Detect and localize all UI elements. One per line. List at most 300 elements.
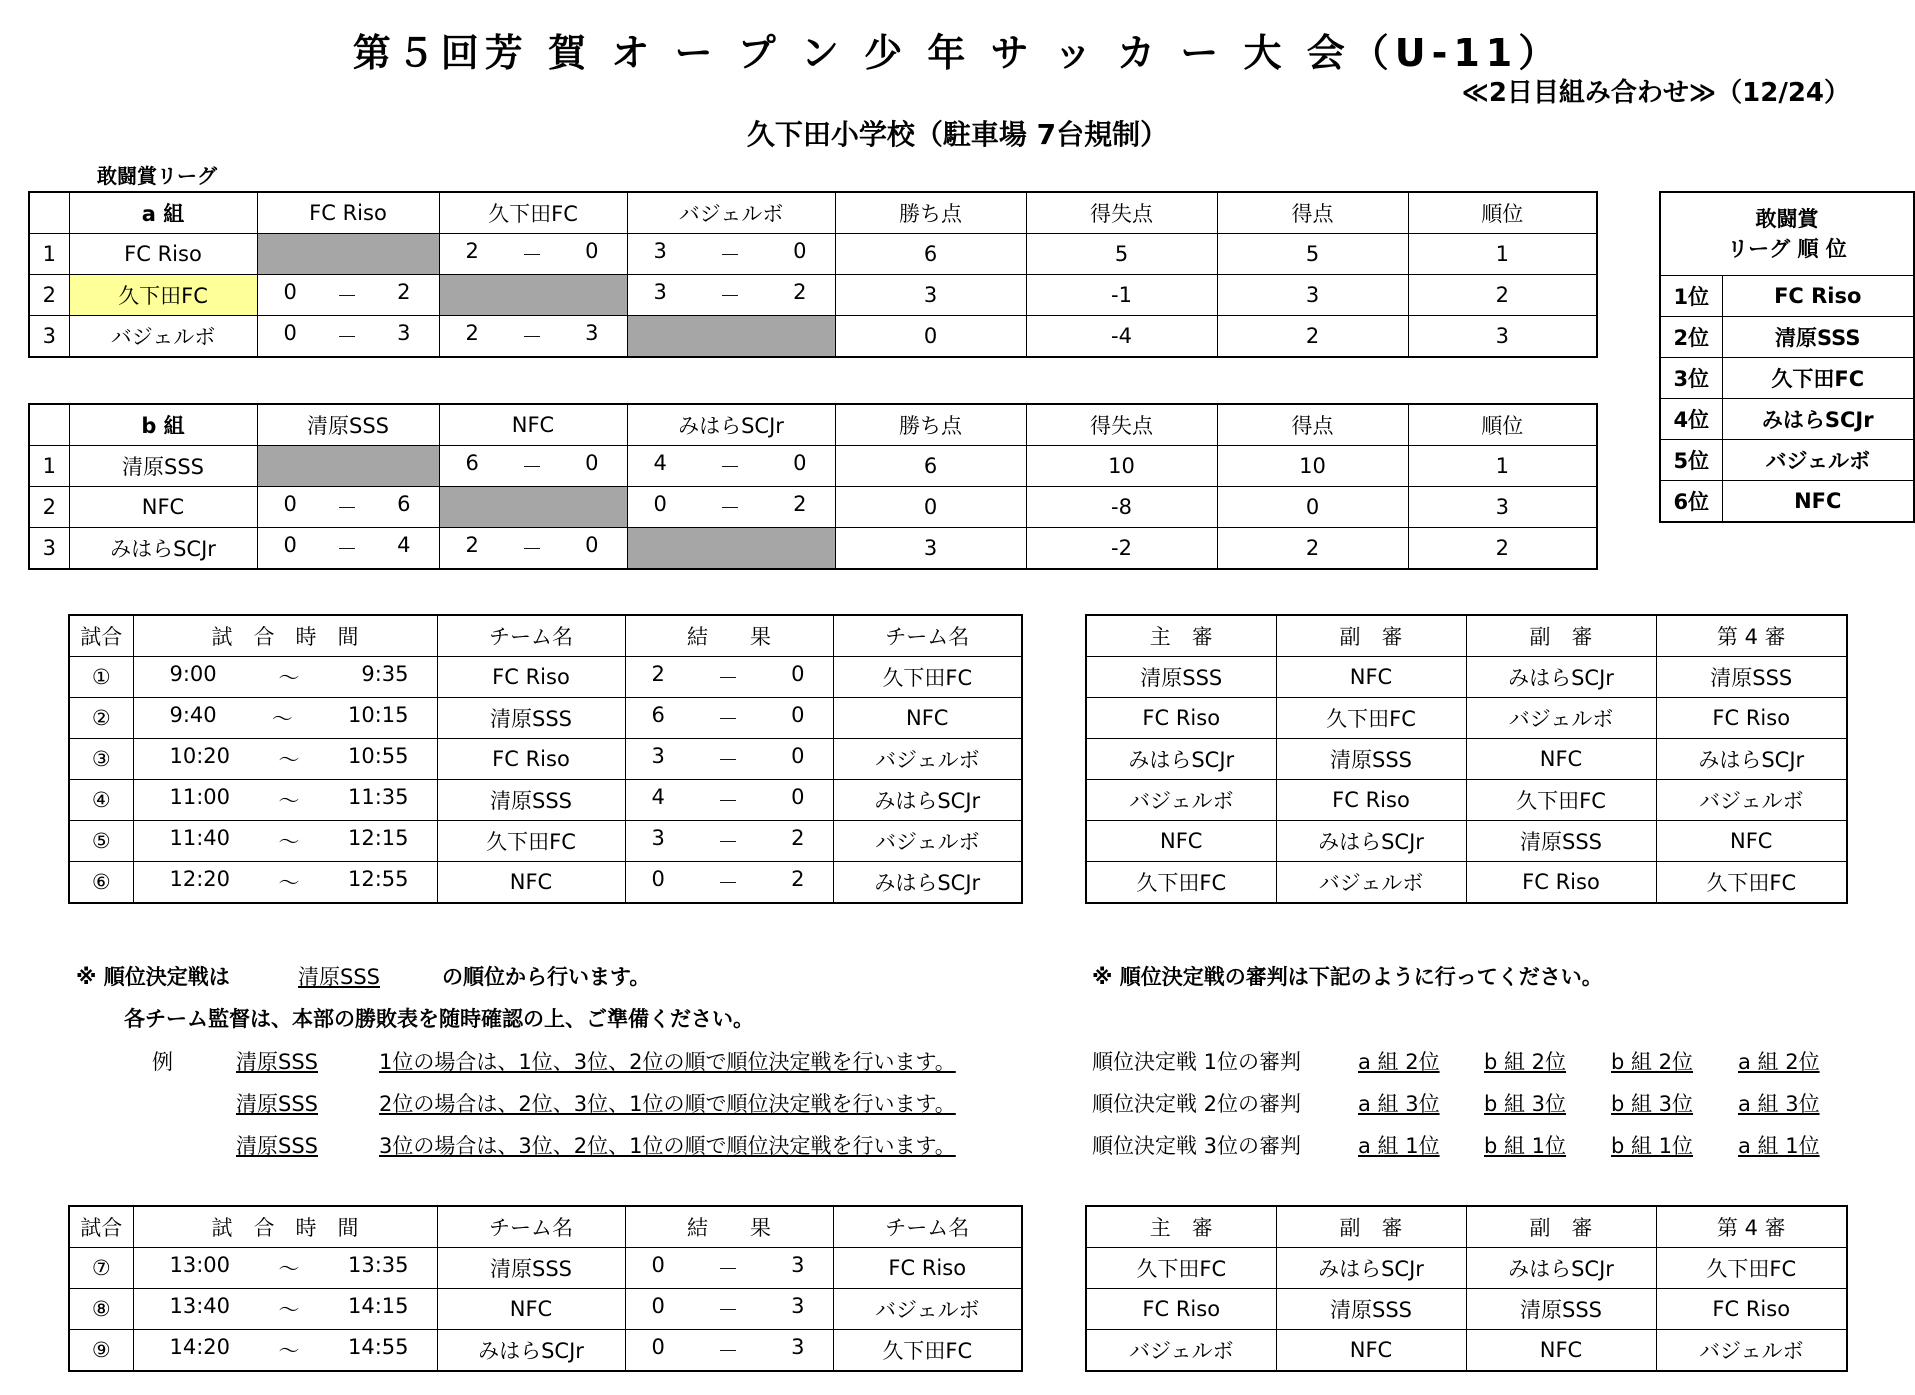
referee-cell: みはらSCJr — [1466, 657, 1656, 698]
table-row — [29, 528, 1597, 570]
rank: 2 — [1408, 528, 1597, 570]
tilde: ～ — [278, 871, 300, 895]
referee-cell: バジェルボ — [1466, 698, 1656, 739]
col-header: 得点 — [1217, 192, 1408, 234]
match-score: 0 － 3 — [257, 316, 439, 358]
away-score: 2 — [791, 867, 805, 891]
match-score: 4 － 0 — [627, 446, 835, 487]
ref-rule-cell: b 組 3位 — [1484, 1092, 1567, 1116]
dash: － — [717, 789, 739, 813]
col-header: チーム名 — [833, 1206, 1022, 1248]
end-time: 10:15 — [347, 703, 409, 727]
match-result — [625, 821, 833, 862]
standings-header: 敢闘賞 リーグ 順 位 — [1660, 192, 1914, 276]
goal-diff: -8 — [1026, 487, 1217, 528]
table-row — [69, 739, 1022, 780]
col-header: 結 果 — [625, 1206, 833, 1248]
points: 3 — [835, 528, 1026, 570]
table-row — [1086, 821, 1847, 862]
note-managers: 各チーム監督は、本部の勝敗表を随時確認の上、ご準備ください。 — [124, 1007, 754, 1031]
referee-cell: みはらSCJr — [1466, 1248, 1656, 1289]
referee-cell: バジェルボ — [1276, 862, 1466, 904]
match-result — [625, 657, 833, 698]
referee-cell: 清原SSS — [1466, 821, 1656, 862]
col-header: みはらSCJr — [627, 404, 835, 446]
example-team: 清原SSS — [236, 1134, 318, 1158]
table-row — [1086, 739, 1847, 780]
standing-team: FC Riso — [1722, 276, 1914, 317]
match-result — [625, 698, 833, 739]
venue-title: 久下田小学校（駐車場 7台規制） — [746, 118, 1169, 151]
home-score: 3 — [651, 826, 665, 850]
dash: － — [717, 830, 739, 854]
match-time — [133, 739, 437, 780]
away-score: 2 — [791, 826, 805, 850]
col-header: チーム名 — [437, 615, 625, 657]
points: 0 — [835, 316, 1026, 358]
away-score: 0 — [791, 744, 805, 768]
table-row — [69, 862, 1022, 904]
col-header: 第 4 審 — [1656, 1206, 1847, 1248]
table-row — [69, 780, 1022, 821]
ref-rule-cell: a 組 1位 — [1738, 1134, 1820, 1158]
match-score: 0 － 4 — [257, 528, 439, 570]
table-row — [29, 487, 1597, 528]
match-time — [133, 821, 437, 862]
referee-cell: FC Riso — [1656, 1289, 1847, 1330]
away-team: みはらSCJr — [833, 862, 1022, 904]
referee-cell: バジェルボ — [1086, 780, 1276, 821]
col-header: チーム名 — [437, 1206, 625, 1248]
team-name: みはらSCJr — [69, 528, 257, 570]
referee-cell: 清原SSS — [1466, 1289, 1656, 1330]
table-row — [29, 275, 1597, 316]
match-time — [133, 1248, 437, 1289]
note-ranking-start: ※ 順位決定戦は — [76, 965, 230, 989]
table-row — [29, 316, 1597, 358]
row-number: 2 — [29, 275, 69, 316]
col-header: 勝ち点 — [835, 192, 1026, 234]
table-row — [1086, 862, 1847, 904]
self-match-cell — [257, 234, 439, 275]
home-team: みはらSCJr — [437, 1330, 625, 1372]
col-header: 試 合 時 間 — [133, 1206, 437, 1248]
match-score: 2 － 0 — [439, 234, 627, 275]
standings-header-row — [1660, 192, 1914, 276]
end-time: 11:35 — [347, 785, 409, 809]
match-score: 0 － 2 — [627, 487, 835, 528]
note-referee: ※ 順位決定戦の審判は下記のように行ってください。 — [1092, 965, 1603, 989]
goal-diff: -1 — [1026, 275, 1217, 316]
standing-rank: 3位 — [1660, 358, 1722, 399]
referee-cell: みはらSCJr — [1656, 739, 1847, 780]
away-team: NFC — [833, 698, 1022, 739]
row-number: 1 — [29, 234, 69, 275]
col-header: 副 審 — [1466, 1206, 1656, 1248]
referee-cell: 清原SSS — [1656, 657, 1847, 698]
home-score: 6 — [651, 703, 665, 727]
away-team: みはらSCJr — [833, 780, 1022, 821]
table-row — [1086, 698, 1847, 739]
col-header: 試合 — [69, 615, 133, 657]
start-time: 11:40 — [169, 826, 231, 850]
referee-cell: 清原SSS — [1086, 657, 1276, 698]
table-row — [69, 698, 1022, 739]
referee-cell: 久下田FC — [1466, 780, 1656, 821]
col-header: 結 果 — [625, 615, 833, 657]
goal-diff: 5 — [1026, 234, 1217, 275]
standing-team: みはらSCJr — [1722, 399, 1914, 440]
dash: － — [717, 666, 739, 690]
col-header: 順位 — [1408, 404, 1597, 446]
referee-cell: みはらSCJr — [1276, 821, 1466, 862]
away-team: 久下田FC — [833, 657, 1022, 698]
tilde: ～ — [278, 1257, 300, 1281]
away-score: 0 — [791, 662, 805, 686]
col-header: 清原SSS — [257, 404, 439, 446]
col-header: 副 審 — [1466, 615, 1656, 657]
standing-team: NFC — [1722, 481, 1914, 523]
referee-cell: NFC — [1466, 739, 1656, 780]
match-number: ⑤ — [69, 821, 133, 862]
away-score: 0 — [791, 785, 805, 809]
away-score: 3 — [791, 1253, 805, 1277]
points: 6 — [835, 234, 1026, 275]
tilde: ～ — [278, 666, 300, 690]
tilde: ～ — [278, 1339, 300, 1363]
match-score: 2 － 0 — [439, 528, 627, 570]
col-header: バジェルボ — [627, 192, 835, 234]
table-row — [29, 234, 1597, 275]
team-name-highlighted: 久下田FC — [69, 275, 257, 316]
match-score: 2 － 3 — [439, 316, 627, 358]
match-score: 0 － 2 — [257, 275, 439, 316]
page-title: 第５回芳 賀 オ ー プ ン 少 年 サ ッ カ ー 大 会（U-11） — [352, 31, 1563, 75]
table-row — [69, 1248, 1022, 1289]
standing-rank: 1位 — [1660, 276, 1722, 317]
col-header: 勝ち点 — [835, 404, 1026, 446]
standing-rank: 4位 — [1660, 399, 1722, 440]
col-header: 得失点 — [1026, 404, 1217, 446]
away-team: FC Riso — [833, 1248, 1022, 1289]
self-match-cell — [627, 528, 835, 570]
standing-team: 清原SSS — [1722, 317, 1914, 358]
goal-diff: -2 — [1026, 528, 1217, 570]
home-team: NFC — [437, 1289, 625, 1330]
home-score: 0 — [651, 867, 665, 891]
ref-rule-cell: b 組 2位 — [1611, 1050, 1694, 1074]
goals: 5 — [1217, 234, 1408, 275]
example-text: 3位の場合は、3位、2位、1位の順で順位決定戦を行います。 — [379, 1134, 956, 1158]
self-match-cell — [439, 487, 627, 528]
match-time — [133, 862, 437, 904]
start-time: 13:40 — [169, 1294, 231, 1318]
table-row — [1660, 358, 1914, 399]
referee-cell: 清原SSS — [1276, 1289, 1466, 1330]
start-time: 9:00 — [169, 662, 217, 686]
col-header: 第 4 審 — [1656, 615, 1847, 657]
referee-header-row — [1086, 615, 1847, 657]
referee-cell: バジェルボ — [1656, 780, 1847, 821]
group-a-table — [28, 191, 1598, 358]
ref-rule-cell: a 組 2位 — [1738, 1050, 1820, 1074]
ref-rule-cell: a 組 3位 — [1358, 1092, 1440, 1116]
team-name: NFC — [69, 487, 257, 528]
points: 0 — [835, 487, 1026, 528]
team-name: バジェルボ — [69, 316, 257, 358]
referee-cell: FC Riso — [1466, 862, 1656, 904]
points: 6 — [835, 446, 1026, 487]
home-team: NFC — [437, 862, 625, 904]
home-score: 0 — [651, 1335, 665, 1359]
rank: 1 — [1408, 234, 1597, 275]
standing-rank: 2位 — [1660, 317, 1722, 358]
start-time: 11:00 — [169, 785, 231, 809]
dash: － — [717, 707, 739, 731]
table-row — [69, 657, 1022, 698]
col-header: 副 審 — [1276, 1206, 1466, 1248]
match-score: 3 － 0 — [627, 234, 835, 275]
team-name: 清原SSS — [69, 446, 257, 487]
row-number: 3 — [29, 316, 69, 358]
col-header: 順位 — [1408, 192, 1597, 234]
match-time — [133, 698, 437, 739]
match-number: ② — [69, 698, 133, 739]
match-result — [625, 1330, 833, 1372]
referee-cell: FC Riso — [1276, 780, 1466, 821]
ref-rule-cell: a 組 3位 — [1738, 1092, 1820, 1116]
end-time: 14:15 — [347, 1294, 409, 1318]
referee-cell: NFC — [1466, 1330, 1656, 1372]
note-ranking-team: 清原SSS — [298, 965, 380, 989]
dash: － — [717, 1298, 739, 1322]
referee-cell: NFC — [1276, 657, 1466, 698]
tilde: ～ — [271, 707, 293, 731]
league-label: 敢闘賞リーグ — [97, 164, 217, 188]
rank: 1 — [1408, 446, 1597, 487]
table-row — [1660, 440, 1914, 481]
end-time: 14:55 — [347, 1335, 409, 1359]
table-row — [1086, 1248, 1847, 1289]
table-row — [29, 446, 1597, 487]
home-team: 清原SSS — [437, 1248, 625, 1289]
table-row — [69, 1330, 1022, 1372]
col-header: チーム名 — [833, 615, 1022, 657]
match-number: ① — [69, 657, 133, 698]
referee-cell: 久下田FC — [1086, 862, 1276, 904]
page-subtitle: ≪2日目組み合わせ≫（12/24） — [1461, 78, 1850, 108]
group-b-label: b 組 — [69, 404, 257, 446]
end-time: 12:15 — [347, 826, 409, 850]
table-row — [1660, 399, 1914, 440]
example-text: 2位の場合は、2位、3位、1位の順で順位決定戦を行います。 — [379, 1092, 956, 1116]
referee-cell: NFC — [1086, 821, 1276, 862]
self-match-cell — [257, 446, 439, 487]
match-number: ④ — [69, 780, 133, 821]
home-score: 3 — [651, 744, 665, 768]
row-number: 3 — [29, 528, 69, 570]
schedule-header-row — [69, 615, 1022, 657]
away-score: 3 — [791, 1335, 805, 1359]
referee-table-2 — [1085, 1205, 1848, 1372]
referee-cell: 久下田FC — [1656, 1248, 1847, 1289]
example-team: 清原SSS — [236, 1050, 318, 1074]
match-score: 3 － 2 — [627, 275, 835, 316]
col-header: 主 審 — [1086, 615, 1276, 657]
standing-team: 久下田FC — [1722, 358, 1914, 399]
col-header: 試合 — [69, 1206, 133, 1248]
away-team: 久下田FC — [833, 1330, 1022, 1372]
self-match-cell — [439, 275, 627, 316]
rank: 3 — [1408, 487, 1597, 528]
away-score: 0 — [791, 703, 805, 727]
tilde: ～ — [278, 1298, 300, 1322]
table-row — [1086, 1289, 1847, 1330]
home-score: 2 — [651, 662, 665, 686]
referee-cell: 清原SSS — [1276, 739, 1466, 780]
match-number: ⑧ — [69, 1289, 133, 1330]
group-b-header-row — [29, 404, 1597, 446]
table-row — [1660, 481, 1914, 523]
home-team: 清原SSS — [437, 698, 625, 739]
table-row — [1086, 657, 1847, 698]
schedule-header-row — [69, 1206, 1022, 1248]
referee-cell: NFC — [1656, 821, 1847, 862]
referee-header-row — [1086, 1206, 1847, 1248]
example-text: 1位の場合は、1位、3位、2位の順で順位決定戦を行います。 — [379, 1050, 956, 1074]
referee-cell: 久下田FC — [1086, 1248, 1276, 1289]
table-row — [1086, 780, 1847, 821]
referee-cell: 久下田FC — [1276, 698, 1466, 739]
match-number: ⑥ — [69, 862, 133, 904]
self-match-cell — [627, 316, 835, 358]
ref-rule-cell: b 組 2位 — [1484, 1050, 1567, 1074]
match-result — [625, 780, 833, 821]
example-team: 清原SSS — [236, 1092, 318, 1116]
end-time: 13:35 — [347, 1253, 409, 1277]
match-score: 6 － 0 — [439, 446, 627, 487]
start-time: 14:20 — [169, 1335, 231, 1359]
goals: 3 — [1217, 275, 1408, 316]
table-row — [1660, 317, 1914, 358]
referee-cell: FC Riso — [1086, 698, 1276, 739]
end-time: 9:35 — [361, 662, 409, 686]
goals: 2 — [1217, 316, 1408, 358]
col-header: 得点 — [1217, 404, 1408, 446]
start-time: 12:20 — [169, 867, 231, 891]
home-team: FC Riso — [437, 739, 625, 780]
note-ranking-end: の順位から行います。 — [442, 965, 651, 989]
referee-cell: みはらSCJr — [1276, 1248, 1466, 1289]
ref-rule-cell: b 組 1位 — [1484, 1134, 1567, 1158]
goals: 2 — [1217, 528, 1408, 570]
col-header: 試 合 時 間 — [133, 615, 437, 657]
col-header: FC Riso — [257, 192, 439, 234]
ref-rule-label: 順位決定戦 3位の審判 — [1092, 1134, 1302, 1158]
away-team: バジェルボ — [833, 1289, 1022, 1330]
match-time — [133, 780, 437, 821]
goal-diff: -4 — [1026, 316, 1217, 358]
referee-cell: バジェルボ — [1656, 1330, 1847, 1372]
dash: － — [717, 748, 739, 772]
ref-rule-cell: b 組 3位 — [1611, 1092, 1694, 1116]
home-team: FC Riso — [437, 657, 625, 698]
home-score: 0 — [651, 1294, 665, 1318]
table-row — [69, 821, 1022, 862]
match-result — [625, 862, 833, 904]
col-header: NFC — [439, 404, 627, 446]
match-number: ⑦ — [69, 1248, 133, 1289]
match-result — [625, 1289, 833, 1330]
standing-rank: 5位 — [1660, 440, 1722, 481]
example-label: 例 — [152, 1050, 173, 1074]
col-header: 久下田FC — [439, 192, 627, 234]
rank: 2 — [1408, 275, 1597, 316]
row-number: 2 — [29, 487, 69, 528]
end-time: 10:55 — [347, 744, 409, 768]
table-row — [1660, 276, 1914, 317]
referee-cell: FC Riso — [1086, 1289, 1276, 1330]
dash: － — [717, 1339, 739, 1363]
home-score: 0 — [651, 1253, 665, 1277]
goal-diff: 10 — [1026, 446, 1217, 487]
referee-cell: 久下田FC — [1656, 862, 1847, 904]
team-name: FC Riso — [69, 234, 257, 275]
group-a-label: a 組 — [69, 192, 257, 234]
match-score: 0 － 6 — [257, 487, 439, 528]
schedule-table-1 — [68, 614, 1023, 904]
ref-rule-cell: a 組 2位 — [1358, 1050, 1440, 1074]
standing-rank: 6位 — [1660, 481, 1722, 523]
home-team: 久下田FC — [437, 821, 625, 862]
start-time: 13:00 — [169, 1253, 231, 1277]
referee-table-1 — [1085, 614, 1848, 904]
dash: － — [717, 1257, 739, 1281]
standings-table — [1659, 191, 1915, 523]
rank: 3 — [1408, 316, 1597, 358]
match-time — [133, 657, 437, 698]
start-time: 10:20 — [169, 744, 231, 768]
away-score: 3 — [791, 1294, 805, 1318]
standing-team: バジェルボ — [1722, 440, 1914, 481]
match-time — [133, 1330, 437, 1372]
match-number: ③ — [69, 739, 133, 780]
referee-cell: NFC — [1276, 1330, 1466, 1372]
table-row — [1086, 1330, 1847, 1372]
col-header: 主 審 — [1086, 1206, 1276, 1248]
points: 3 — [835, 275, 1026, 316]
table-row — [69, 1289, 1022, 1330]
row-number: 1 — [29, 446, 69, 487]
away-team: バジェルボ — [833, 739, 1022, 780]
tilde: ～ — [278, 789, 300, 813]
home-score: 4 — [651, 785, 665, 809]
ref-rule-cell: a 組 1位 — [1358, 1134, 1440, 1158]
tilde: ～ — [278, 830, 300, 854]
group-b-table — [28, 403, 1598, 570]
group-a-header-row — [29, 192, 1597, 234]
referee-cell: FC Riso — [1656, 698, 1847, 739]
match-time — [133, 1289, 437, 1330]
home-team: 清原SSS — [437, 780, 625, 821]
ref-rule-label: 順位決定戦 2位の審判 — [1092, 1092, 1302, 1116]
schedule-table-2 — [68, 1205, 1023, 1372]
col-header: 副 審 — [1276, 615, 1466, 657]
referee-cell: みはらSCJr — [1086, 739, 1276, 780]
dash: － — [717, 871, 739, 895]
match-number: ⑨ — [69, 1330, 133, 1372]
goals: 0 — [1217, 487, 1408, 528]
